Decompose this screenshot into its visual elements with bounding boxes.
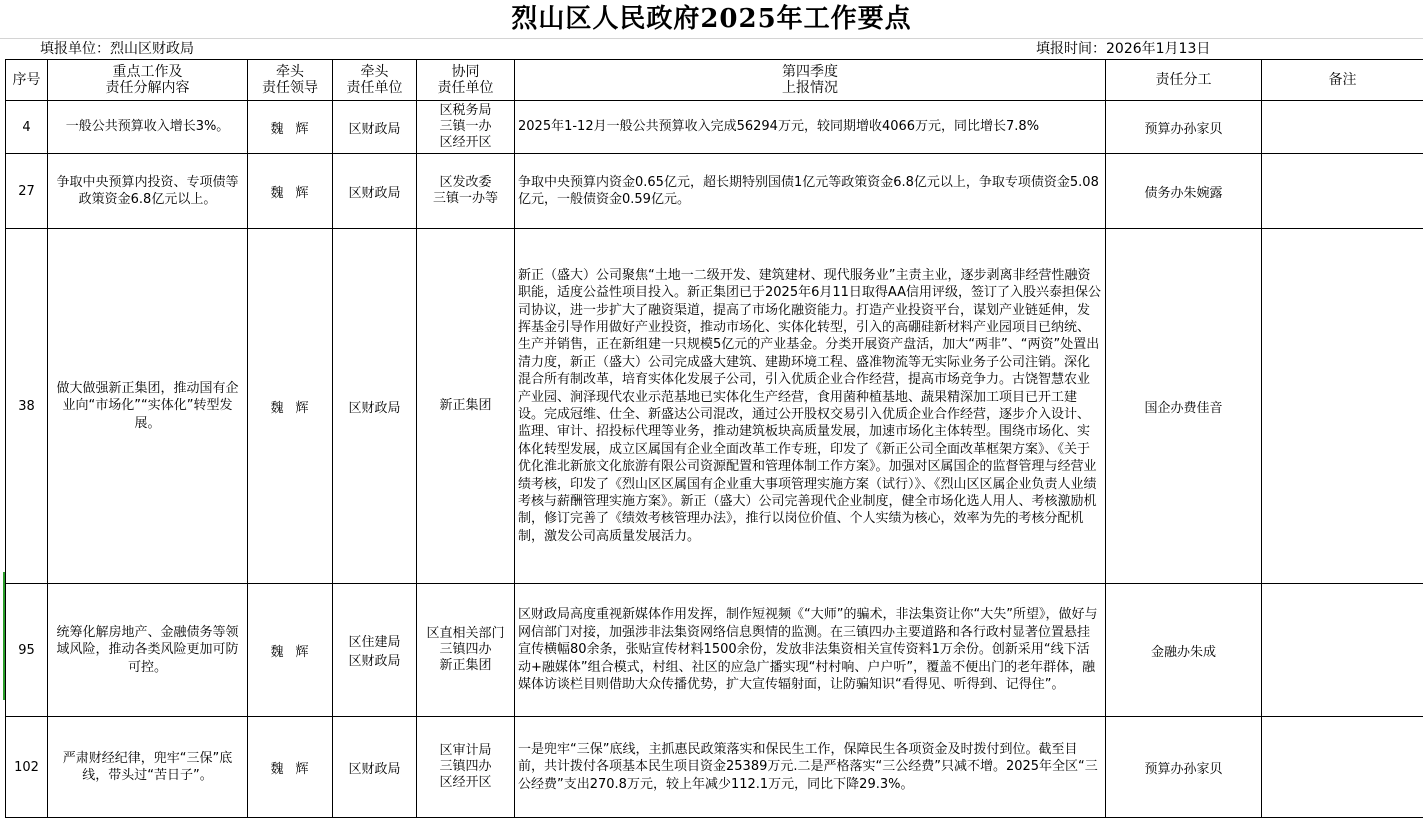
page-title: 烈山区人民政府2025年工作要点 <box>0 0 1423 38</box>
cell-task[interactable]: 严肃财经纪律，兜牢“三保”底线，带头过“苦日子”。 <box>48 717 248 818</box>
cell-coop[interactable]: 新正集团 <box>417 229 515 584</box>
header-duty[interactable]: 责任分工 <box>1106 60 1262 101</box>
table-row <box>6 154 1423 229</box>
header-report[interactable] <box>515 60 1106 101</box>
reporting-unit: 填报单位：烈山区财政局 <box>40 39 194 59</box>
header-leader-line2: 责任领导 <box>251 80 329 96</box>
work-points-table <box>5 59 1423 818</box>
cell-duty[interactable]: 金融办朱成 <box>1106 584 1262 717</box>
header-leader-line1: 牵头 <box>251 64 329 80</box>
cell-duty[interactable]: 债务办朱婉露 <box>1106 154 1262 229</box>
table-row <box>6 717 1423 818</box>
header-row <box>6 60 1423 101</box>
cell-remark[interactable] <box>1262 154 1423 229</box>
cell-leader[interactable]: 魏辉 <box>248 154 333 229</box>
header-unit-line2: 责任单位 <box>336 80 413 96</box>
cell-coop[interactable]: 区发改委 三镇一办等 <box>417 154 515 229</box>
cell-task[interactable]: 争取中央预算内投资、专项债等政策资金6.8亿元以上。 <box>48 154 248 229</box>
cell-coop[interactable]: 区直相关部门 三镇四办 新正集团 <box>417 584 515 717</box>
cell-leader[interactable]: 魏辉 <box>248 717 333 818</box>
cell-coop[interactable]: 区税务局 三镇一办 区经开区 <box>417 101 515 154</box>
cell-seq[interactable]: 38 <box>6 229 48 584</box>
cell-report[interactable]: 2025年1-12月一般公共预算收入完成56294万元，较同期增收4066万元，同比增长7.8% <box>515 101 1106 154</box>
cell-report[interactable]: 新正（盛大）公司聚焦“土地一二级开发、建筑建材、现代服务业”主责主业，逐步剥离非经营性融资职能，适度公益性项目投入。新正集团已于2025年6月11日取得AA信用评级，签订了入股兴泰担保公司协议，进一步扩大了融资渠道，提高了市场化融资能力。打造产业投资平台，谋划产业链延伸，发挥基金引导作用做好产业投资，推动市场化、实体化转型，引入的高硼硅新材料产业园项目已纳统、生产并销售，正在新组建一只规模5亿元的产业基金。分类开展资产盘活，加大“两非”、“两资”处置出清力度，新正（盛大）公司完成盛大建筑、建勘环境工程、盛准物流等无实际业务子公司注销。深化混合所有制改革，培育实体化发展子公司，引入优质企业合作经营，提高市场竞争力。古饶智慧农业产业园、涧泽现代农业示范基地已实体化生产经营，食用菌种植基地、蔬果精深加工项目已开工建设。完成冠维、仕全、新盛达公司混改，通过公开股权交易引入优质企业合作经营，逐步介入设计、监理、审计、招投标代理等业务，推动建筑板块高质量发展，加速市场化主体转型。围绕市场化、实体化转型发展，成立区属国有企业全面改革工作专班，印发了《新正公司全面改革框架方案》、《关于优化淮北新旅文化旅游有限公司资源配置和管理体制工作方案》。加强对区属国企的监督管理与经营业绩考核，印发了《烈山区区属国有企业重大事项管理实施方案（试行）》、《烈山区区属企业负责人业绩考核与薪酬管理实施方案》。新正（盛大）公司完善现代企业制度，健全市场化选人用人、考核激励机制，修订完善了《绩效考核管理办法》，推行以岗位价值、个人实绩为核心，效率为先的考核分配机制，激发公司高质量发展活力。 <box>515 229 1106 584</box>
cell-seq[interactable]: 95 <box>6 584 48 717</box>
cell-remark[interactable] <box>1262 229 1423 584</box>
cell-duty[interactable]: 国企办费佳音 <box>1106 229 1262 584</box>
header-report-line2: 上报情况 <box>518 80 1102 96</box>
cell-seq[interactable]: 102 <box>6 717 48 818</box>
cell-report[interactable]: 区财政局高度重视新媒体作用发挥，制作短视频《“大师”的骗术，非法集资让你“大失”所望》，做好与网信部门对接，加强涉非法集资网络信息舆情的监测。在三镇四办主要道路和各行政村显著位置悬挂宣传横幅80余条，张贴宣传材料1500余份，发放非法集资相关宣传资料1万余份。创新采用“线下活动+融媒体”组合模式，村组、社区的应急广播实现“村村响、户户听”，覆盖不便出门的老年群体，融媒体访谈栏目则借助大众传播优势，扩大宣传辐射面，让防骗知识“看得见、听得到、记得住”。 <box>515 584 1106 717</box>
cell-unit[interactable]: 区财政局 <box>333 229 417 584</box>
header-coop-line1: 协同 <box>420 64 511 80</box>
cell-task[interactable]: 统筹化解房地产、金融债务等领域风险，推动各类风险更加可防可控。 <box>48 584 248 717</box>
cell-remark[interactable] <box>1262 101 1423 154</box>
cell-report[interactable]: 一是兜牢“三保”底线，主抓惠民政策落实和保民生工作，保障民生各项资金及时拨付到位。截至目前，共计拨付各项基本民生项目资金25389万元.二是严格落实“三公经费”只减不增。2025年全区“三公经费”支出270.8万元，较上年减少112.1万元，同比下降29.3%。 <box>515 717 1106 818</box>
reporting-time: 填报时间：2026年1月13日 <box>1036 39 1210 59</box>
header-task[interactable] <box>48 60 248 101</box>
cell-leader[interactable]: 魏辉 <box>248 229 333 584</box>
cell-leader[interactable]: 魏辉 <box>248 101 333 154</box>
cell-leader[interactable]: 魏辉 <box>248 584 333 717</box>
table-row <box>6 101 1423 154</box>
table-row <box>6 584 1423 717</box>
cell-task[interactable]: 做大做强新正集团，推动国有企业向“市场化”“实体化”转型发展。 <box>48 229 248 584</box>
header-seq[interactable]: 序号 <box>6 60 48 101</box>
cell-remark[interactable] <box>1262 717 1423 818</box>
header-task-line2: 责任分解内容 <box>51 80 244 96</box>
cell-seq[interactable]: 4 <box>6 101 48 154</box>
cell-unit[interactable]: 区住建局 区财政局 <box>333 584 417 717</box>
info-row <box>0 38 1423 59</box>
cell-coop[interactable]: 区审计局 三镇四办 区经开区 <box>417 717 515 818</box>
header-unit[interactable] <box>333 60 417 101</box>
header-unit-line1: 牵头 <box>336 64 413 80</box>
cell-duty[interactable]: 预算办孙家贝 <box>1106 717 1262 818</box>
cell-remark[interactable] <box>1262 584 1423 717</box>
cell-duty[interactable]: 预算办孙家贝 <box>1106 101 1262 154</box>
cell-unit[interactable]: 区财政局 <box>333 717 417 818</box>
header-coop[interactable] <box>417 60 515 101</box>
cell-seq[interactable]: 27 <box>6 154 48 229</box>
header-task-line1: 重点工作及 <box>51 64 244 80</box>
table-row <box>6 229 1423 584</box>
header-leader[interactable] <box>248 60 333 101</box>
cell-unit[interactable]: 区财政局 <box>333 154 417 229</box>
cell-unit[interactable]: 区财政局 <box>333 101 417 154</box>
header-report-line1: 第四季度 <box>518 64 1102 80</box>
header-remark[interactable]: 备注 <box>1262 60 1423 101</box>
cell-task[interactable]: 一般公共预算收入增长3%。 <box>48 101 248 154</box>
header-coop-line2: 责任单位 <box>420 80 511 96</box>
cell-report[interactable]: 争取中央预算内资金0.65亿元，超长期特别国债1亿元等政策资金6.8亿元以上，争取专项债资金5.08亿元，一般债资金0.59亿元。 <box>515 154 1106 229</box>
